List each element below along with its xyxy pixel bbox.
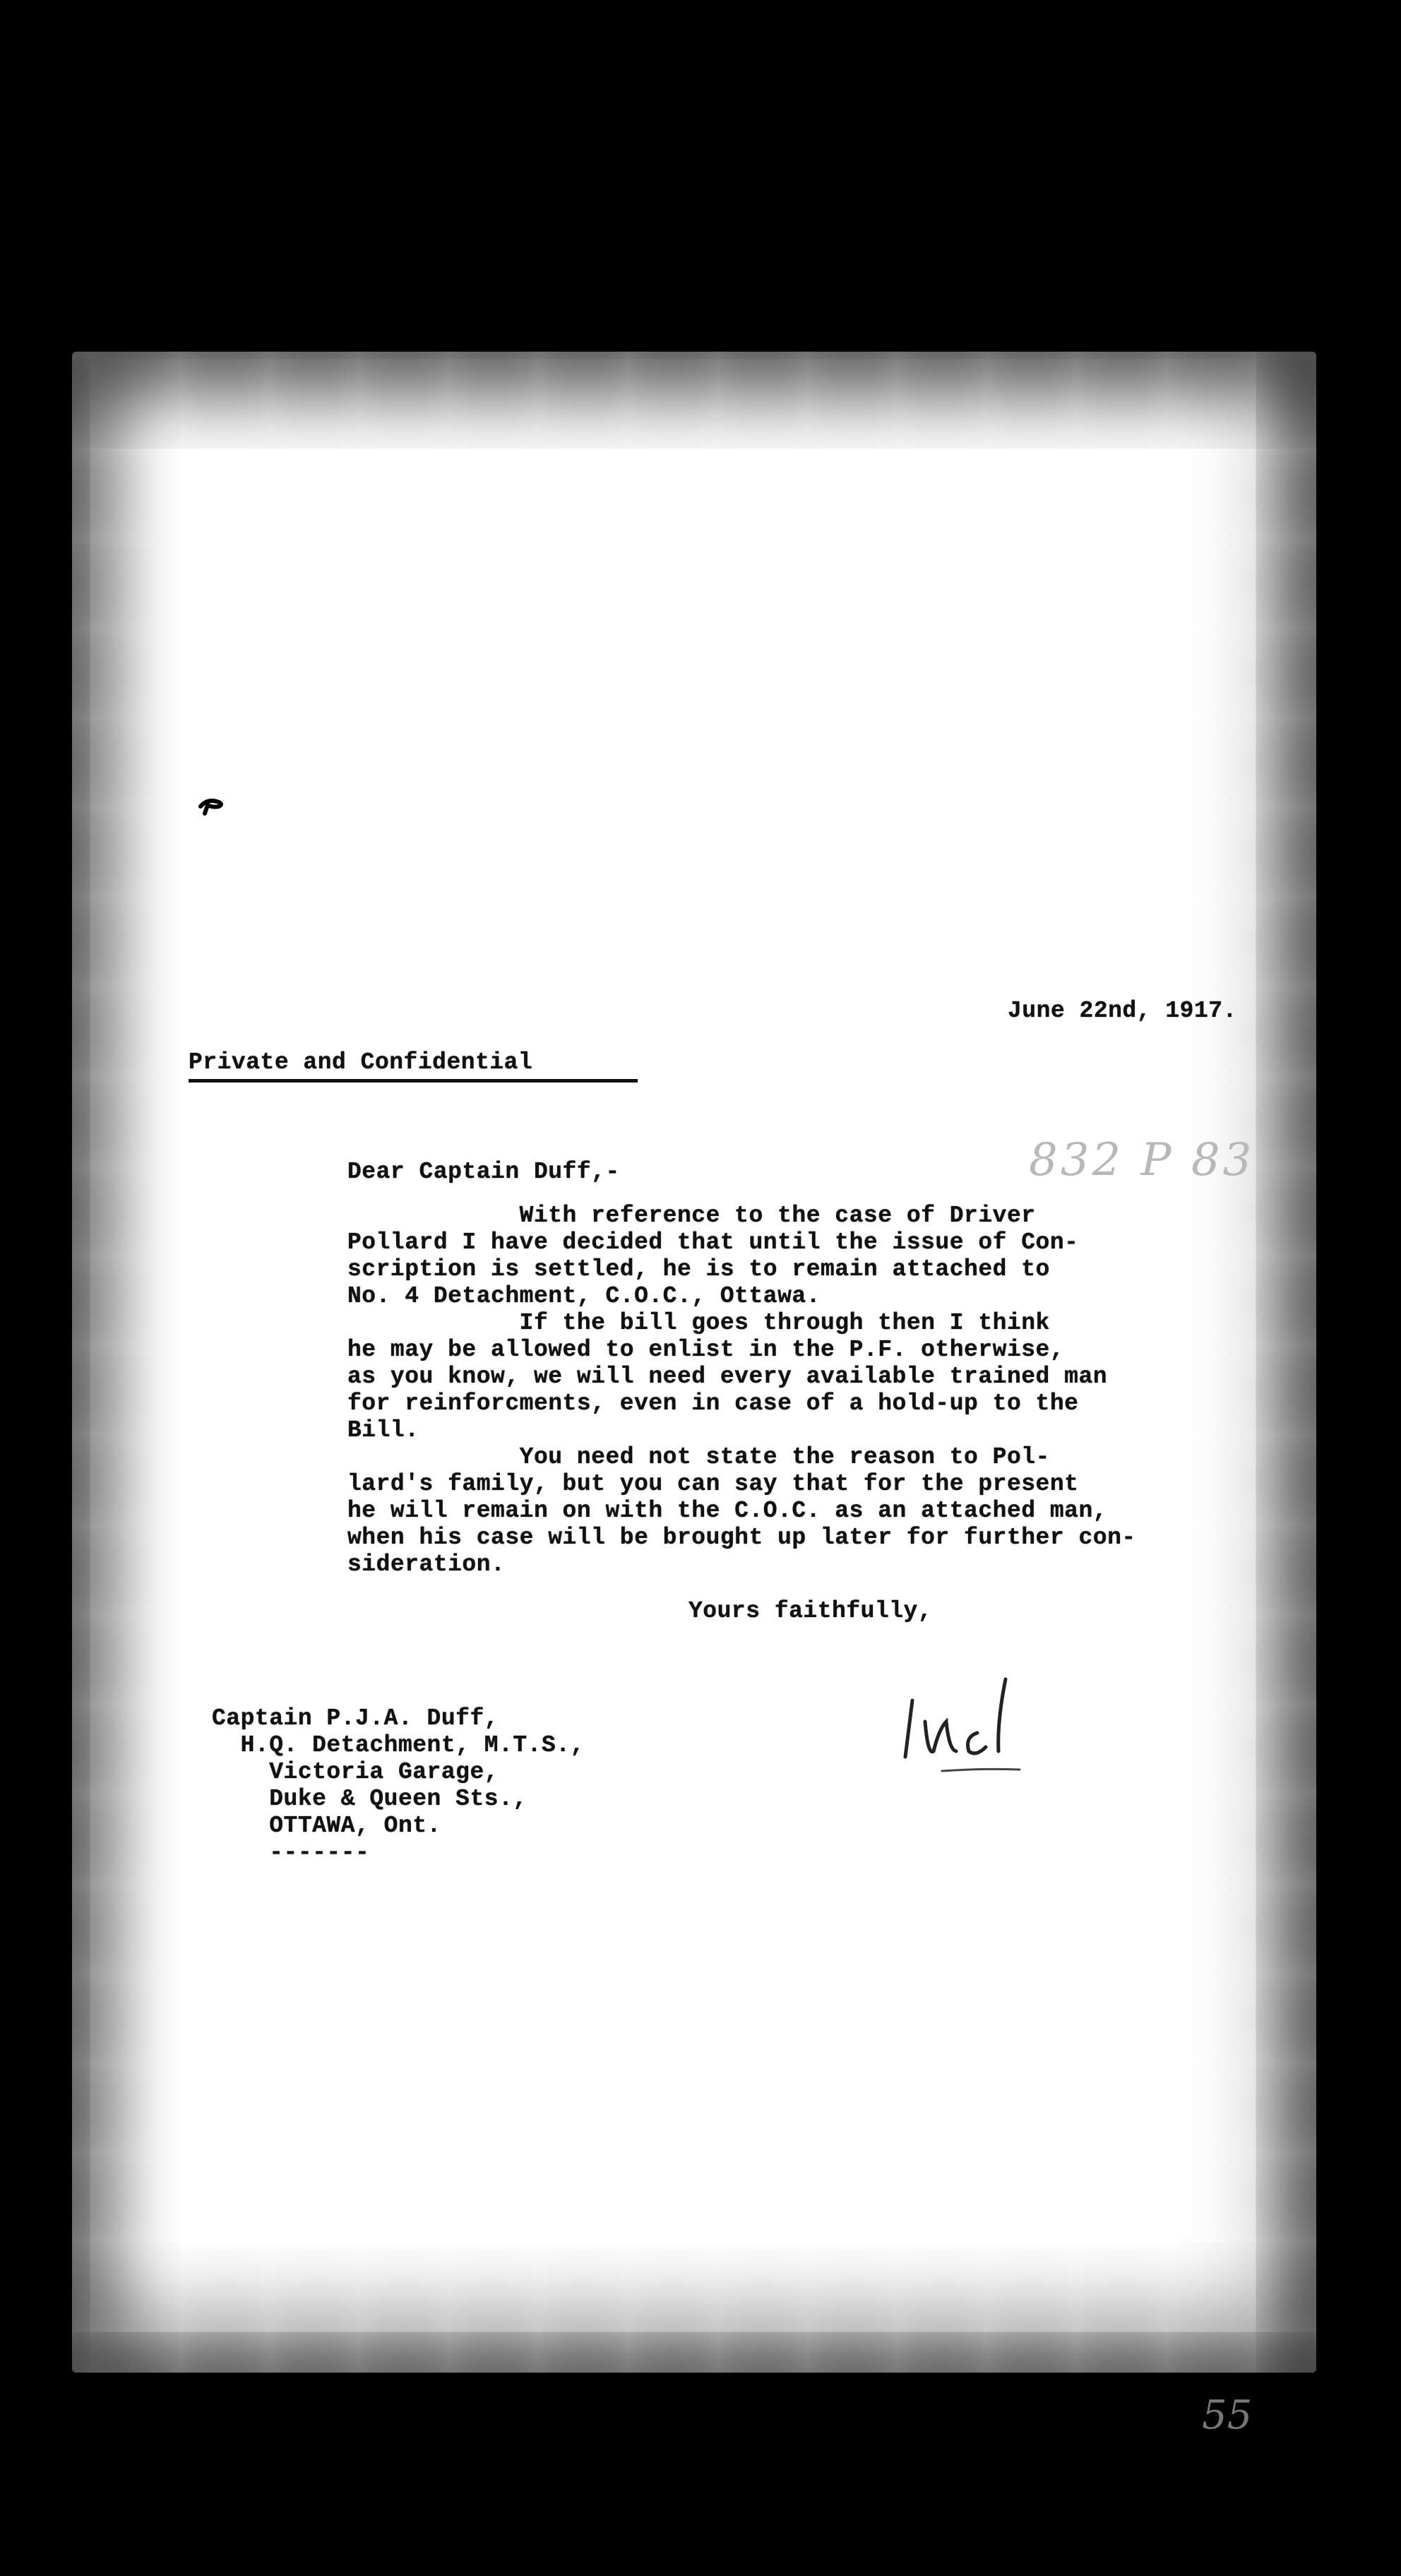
letter-page [72, 352, 1316, 2438]
closing: Yours faithfully, [688, 1598, 933, 1624]
ink-mark-icon [198, 795, 226, 816]
salutation: Dear Captain Duff,- [347, 1159, 620, 1185]
letter-body: With reference to the case of Driver Pollard I have decided that until the issue of Con- scription is settled, he is to remain attached to No. 4 Detachment, C.O.C., Ottawa. If the bill goes through then I think he may be allowed to enlist in the P.F. otherwise, as you know, we will need every available trained man for reinforcments, even in case of a hold-up to the Bill. You need not state the reason to Pol- lard's family, but you can say that for the present he will remain on with the C.O.C. as an attached man, when his case will be brought up later for further con- sideration. [347, 1203, 1136, 1578]
letter-heading: Private and Confidential [189, 1049, 533, 1075]
letter-date: June 22nd, 1917. [1008, 998, 1237, 1024]
margin-note: 55 [1202, 2392, 1253, 2438]
heading-underline [189, 1079, 638, 1083]
handwritten-signature [900, 1672, 1055, 1778]
recipient-address: Captain P.J.A. Duff, H.Q. Detachment, M.T.S., Victoria Garage, Duke & Queen Sts., OTTAWA, Ont. ------- [212, 1705, 585, 1866]
handwritten-reference-number: 832 P 83 [1029, 1134, 1255, 1186]
